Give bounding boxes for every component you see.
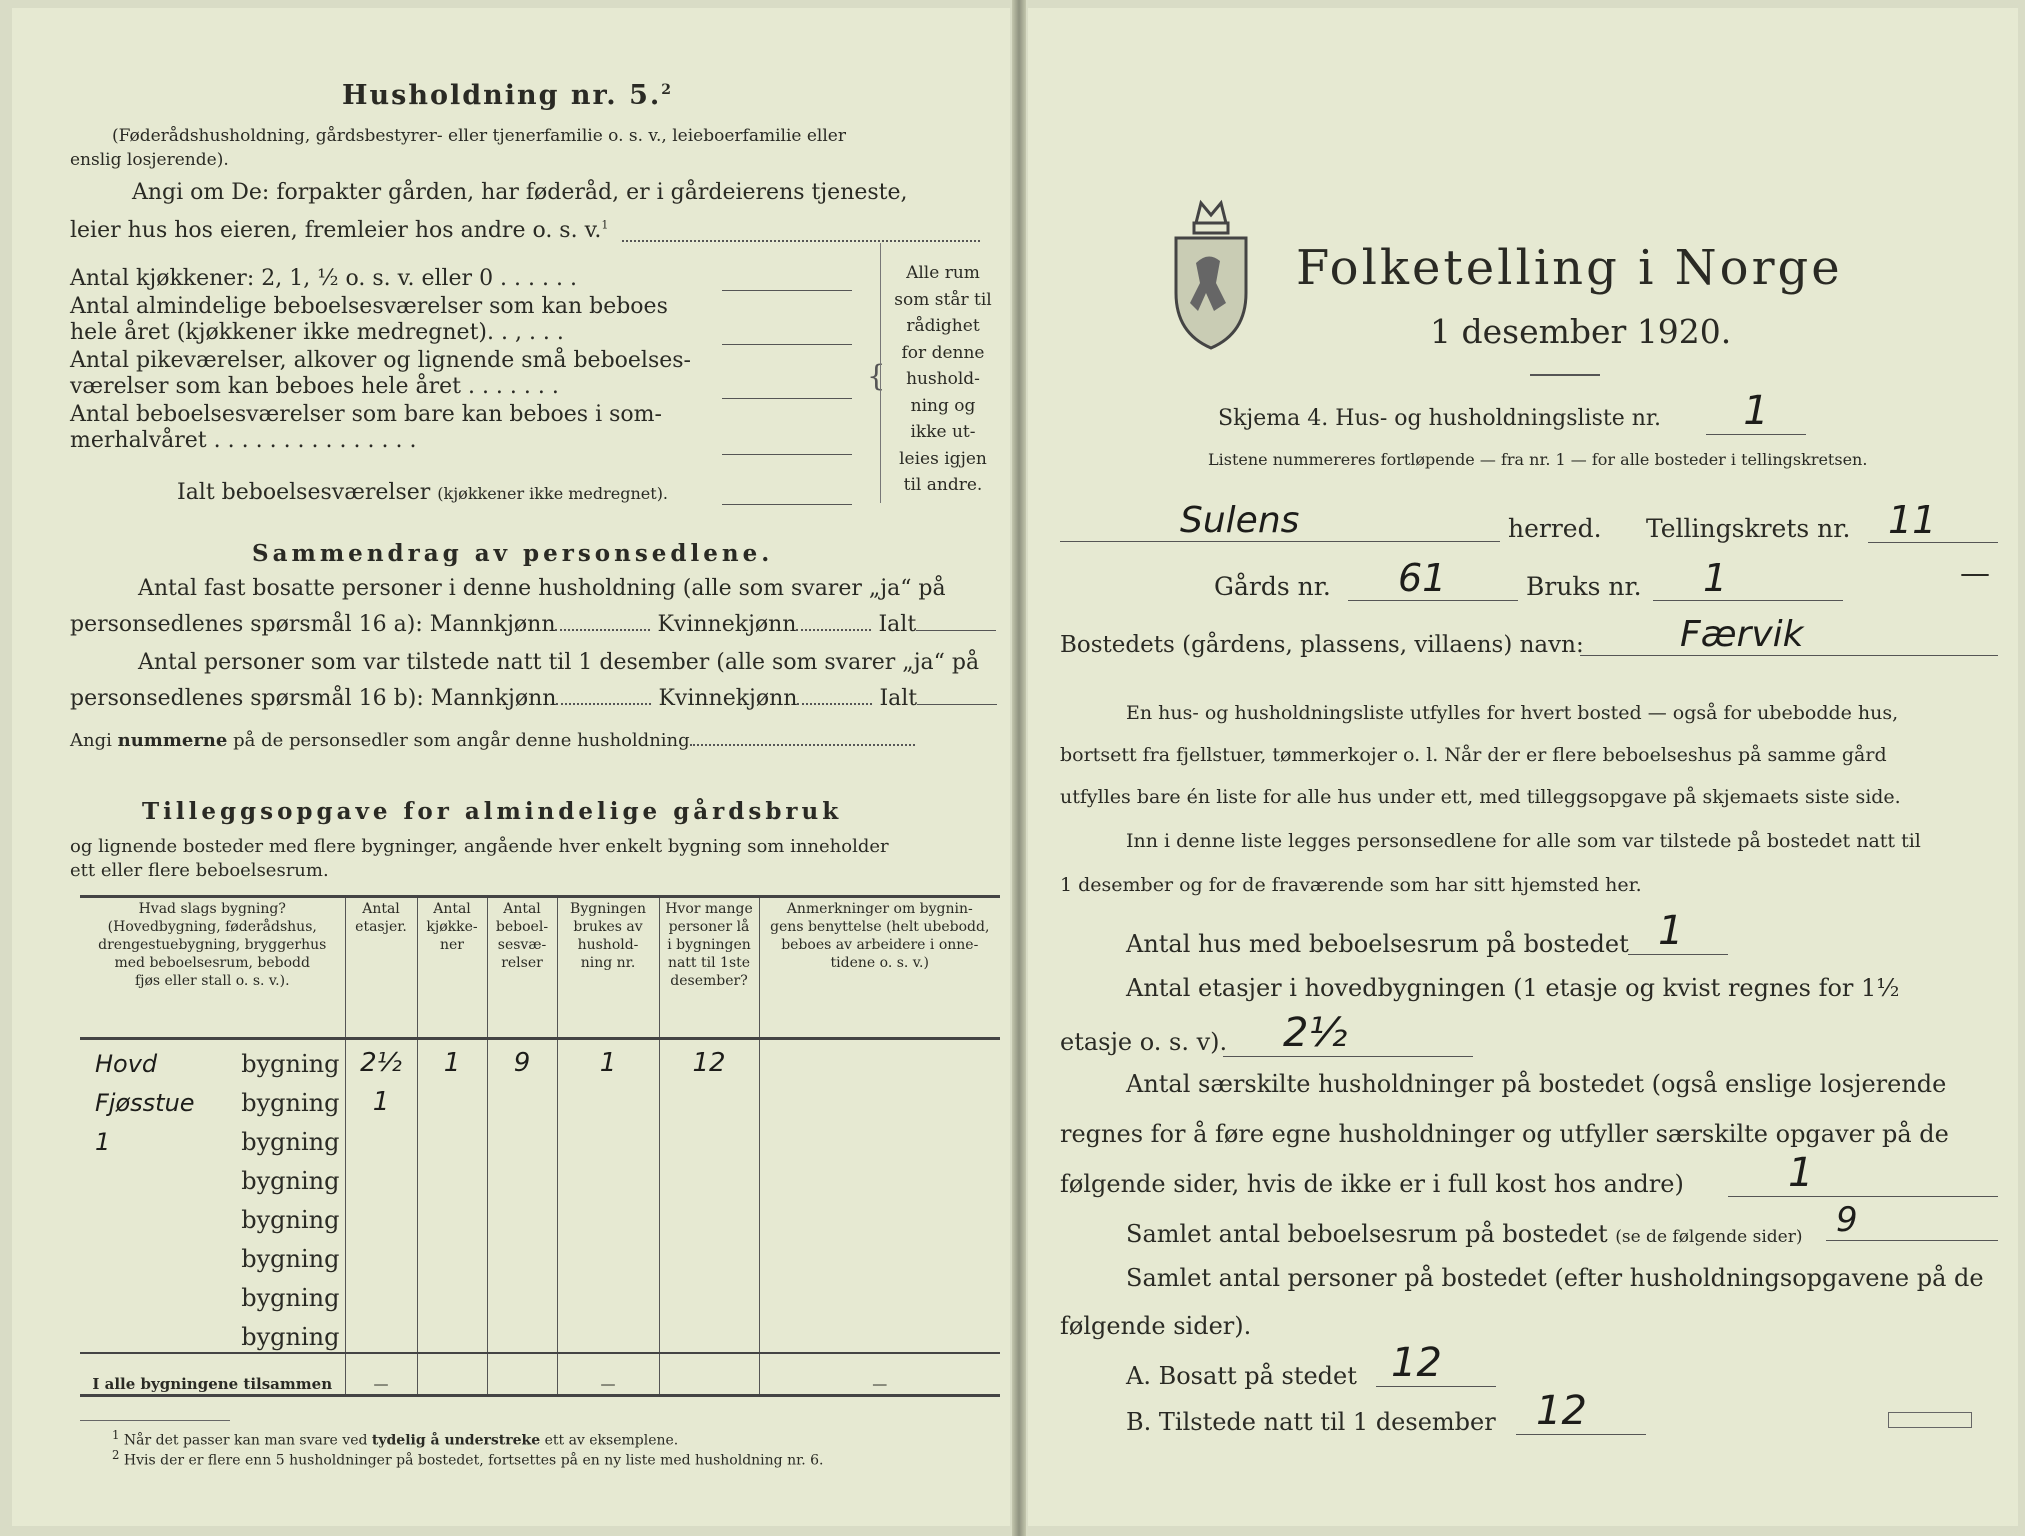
total-cell[interactable]: [417, 1353, 487, 1396]
hus-field[interactable]: 1: [1628, 908, 1728, 955]
cell-kjokken[interactable]: [417, 1157, 487, 1196]
bostedets-label: Bostedets (gårdens, plassens, villaens) navn:: [1060, 632, 1584, 658]
building-type-value: Hovd: [95, 1050, 158, 1078]
instruction-5: 1 desember og for de fraværende som har sitt hjemsted her.: [1060, 874, 1642, 896]
bygning-label: bygning: [241, 1128, 340, 1156]
table-row: [80, 1274, 1000, 1313]
column-header: Antal beboel- sesvæ- relser: [487, 897, 557, 1039]
angi-nummerne: Angi nummerne på de personsedler som angår denne husholdning: [70, 730, 915, 751]
household-title: Husholdning nr. 5.$^2$: [342, 80, 674, 111]
cell-anm[interactable]: [759, 1039, 1000, 1080]
q-pikevaerelser-2: værelser som kan beboes hele året . . . . . . .: [70, 374, 559, 399]
instruction-4: Inn i denne liste legges personsedlene for alle som var tilstede på bostedet natt til: [1126, 830, 1921, 852]
tilstede-label: B. Tilstede natt til 1 desember: [1126, 1408, 1496, 1436]
cell-kjokken[interactable]: [417, 1235, 487, 1274]
sum-tilstede-row: personsedlenes spørsmål 16 b): Mannkjønn Kvinnekjønn Ialt: [70, 686, 997, 711]
tillegg-text: og lignende bosteder med flere bygninger, angående hver enkelt bygning som inneholder: [70, 836, 889, 857]
gards-label: Gårds nr.: [1214, 572, 1331, 601]
cell-kjokken[interactable]: 1: [417, 1039, 487, 1080]
q-rom: Antal almindelige beboelsesværelser som kan beboes: [70, 294, 668, 319]
cell-hush[interactable]: [557, 1313, 659, 1353]
cell-pers[interactable]: [659, 1196, 759, 1235]
samlet-rom-field[interactable]: 9: [1826, 1200, 1998, 1241]
building-type-value: 1: [95, 1128, 111, 1156]
sum-fast-row: personsedlenes spørsmål 16 a): Mannkjønn Kvinnekjønn Ialt: [70, 612, 996, 637]
cell-rom[interactable]: [487, 1079, 557, 1118]
household-subtitle: (Føderådshusholdning, gårdsbestyrer- eller tjenerfamilie o. s. v., leieboerfamilie eller: [112, 126, 846, 146]
column-header: Anmerkninger om bygnin- gens benyttelse (helt ubebodd, beboes av arbeidere i onne- tidene o. s. v.): [759, 897, 1000, 1039]
sammendrag-heading: Sammendrag av personsedlene.: [252, 540, 774, 567]
skjema-label: Skjema 4. Hus- og husholdningsliste nr.: [1218, 406, 1661, 431]
q-kjokkener: Antal kjøkkener: 2, 1, ½ o. s. v. eller 0 . . . . . .: [70, 266, 577, 291]
cell-pers[interactable]: [659, 1079, 759, 1118]
cell-hush[interactable]: [557, 1157, 659, 1196]
note-line: til andre.: [903, 475, 983, 495]
cell-etasjer[interactable]: [345, 1118, 417, 1157]
cell-pers[interactable]: [659, 1274, 759, 1313]
bruks-field[interactable]: 1: [1653, 556, 1843, 601]
title-rule: [1530, 374, 1600, 376]
note-line: leies igjen: [899, 448, 987, 469]
note-line: ikke ut-: [910, 422, 976, 442]
total-cell[interactable]: —: [557, 1353, 659, 1396]
cell-rom[interactable]: [487, 1274, 557, 1313]
bygning-label: bygning: [241, 1284, 340, 1312]
note-column: [888, 260, 998, 499]
bosted-field[interactable]: Færvik: [1580, 614, 1998, 656]
note-line: rådighet: [906, 316, 980, 336]
building-type-cell[interactable]: [80, 1274, 345, 1313]
samlet-rom-label: Samlet antal beboelsesrum på bostedet (se de følgende sider): [1126, 1220, 1803, 1248]
husholdninger-field[interactable]: 1: [1728, 1150, 1998, 1197]
cell-etasjer[interactable]: 2½: [345, 1039, 417, 1080]
bosatt-label: A. Bosatt på stedet: [1126, 1362, 1357, 1390]
cell-hush[interactable]: [557, 1196, 659, 1235]
building-table: [80, 895, 1000, 1397]
instruction-3: utfylles bare én liste for alle hus under ett, med tilleggsopgave på skjemaets siste side.: [1060, 786, 1901, 808]
answer-pike[interactable]: [722, 398, 852, 399]
column-header: Hvad slags bygning? (Hovedbygning, føderådshus, drengestuebygning, bryggerhus med beboelsesrum, bebodd fjøs eller stall o. s. v.).: [98, 901, 327, 989]
cell-kjokken[interactable]: [417, 1196, 487, 1235]
column-header: Bygningen brukes av hushold- ning nr.: [557, 897, 659, 1039]
cell-anm[interactable]: [759, 1118, 1000, 1157]
cell-kjokken[interactable]: [417, 1274, 487, 1313]
etasjer-field[interactable]: 2½: [1223, 1010, 1473, 1057]
cell-pers[interactable]: 12: [659, 1039, 759, 1080]
tillegg-heading: Tilleggsopgave for almindelige gårdsbruk: [142, 798, 843, 825]
samlet-personer-label: Samlet antal personer på bostedet (efter husholdningsopgavene på de: [1126, 1264, 1984, 1292]
note-line: hushold-: [906, 369, 980, 389]
angi-text: Angi om De: forpakter gården, har føderåd, er i gårdeierens tjeneste,: [132, 180, 908, 205]
brace: {: [867, 359, 886, 393]
census-date: 1 desember 1920.: [1430, 312, 1732, 351]
gards-field[interactable]: 61: [1348, 556, 1518, 601]
instruction-2: bortsett fra fjellstuer, tømmerkojer o. l. Når der er flere beboelseshus på samme gård: [1060, 744, 1887, 766]
bygning-label: bygning: [241, 1206, 340, 1234]
building-type-cell[interactable]: [80, 1118, 345, 1157]
total-label: I alle bygningene tilsammen: [80, 1353, 345, 1396]
building-type-cell[interactable]: [80, 1313, 345, 1353]
tillegg-text-2: ett eller flere beboelsesrum.: [70, 860, 329, 881]
husholdninger-label-3: følgende sider, hvis de ikke er i full kost hos andre): [1060, 1170, 1684, 1198]
bygning-label: bygning: [241, 1167, 340, 1195]
q-sommer-2: merhalvåret . . . . . . . . . . . . . . .: [70, 428, 417, 453]
hus-label: Antal hus med beboelsesrum på bostedet: [1126, 930, 1629, 958]
cell-pers[interactable]: [659, 1157, 759, 1196]
cell-anm[interactable]: [759, 1235, 1000, 1274]
column-header: Hvor mange personer lå i bygningen natt til 1ste desember?: [659, 897, 759, 1039]
tellingskrets-field[interactable]: 11: [1868, 498, 1998, 543]
answer-ialt[interactable]: [722, 504, 852, 505]
cell-hush[interactable]: [557, 1118, 659, 1157]
total-row: [80, 1353, 1000, 1396]
footnote-1: $^1$ Når det passer kan man svare ved tydelig å understreke ett av eksemplene.: [112, 1428, 679, 1449]
printer-stamp: [1888, 1412, 1972, 1428]
sum-text: Antal fast bosatte personer i denne husholdning (alle som svarer „ja“ på: [138, 576, 946, 601]
cell-anm[interactable]: [759, 1313, 1000, 1353]
bygning-label: bygning: [241, 1323, 340, 1351]
total-cell[interactable]: [487, 1353, 557, 1396]
listene-note: Listene nummereres fortløpende — fra nr. 1 — for alle bosteder i tellingskretsen.: [1208, 450, 1868, 469]
bruks-label: Bruks nr.: [1526, 572, 1642, 601]
column-header: Antal kjøkke- ner: [417, 897, 487, 1039]
cell-pers[interactable]: [659, 1235, 759, 1274]
table-row: [80, 1196, 1000, 1235]
sum-tilstede-text: Antal personer som var tilstede natt til 1 desember (alle som svarer „ja“ på: [138, 650, 980, 675]
q-rom-2: hele året (kjøkkener ikke medregnet). . , . . .: [70, 320, 564, 345]
main-title: Folketelling i Norge: [1296, 240, 1843, 296]
cell-hush[interactable]: 1: [557, 1039, 659, 1080]
cell-anm[interactable]: [759, 1196, 1000, 1235]
angi-text-2: leier hus hos eieren, fremleier hos andre o. s. v.$^1$: [70, 218, 609, 243]
answer-sommer[interactable]: [722, 454, 852, 455]
etasjer-label: Antal etasjer i hovedbygningen (1 etasje og kvist regnes for 1½: [1126, 974, 1900, 1002]
table-row: [80, 1039, 1000, 1080]
table-row: [80, 1157, 1000, 1196]
cell-etasjer[interactable]: 1: [345, 1079, 417, 1118]
cell-etasjer[interactable]: [345, 1274, 417, 1313]
answer-rom[interactable]: [722, 344, 852, 345]
cell-pers[interactable]: [659, 1118, 759, 1157]
bosatt-field[interactable]: 12: [1376, 1340, 1496, 1387]
cell-anm[interactable]: [759, 1157, 1000, 1196]
book-spine: [1012, 0, 1026, 1536]
table-header-row: [80, 897, 1000, 1039]
cell-hush[interactable]: [557, 1079, 659, 1118]
table-row: [80, 1235, 1000, 1274]
q-ialt: Ialt beboelsesværelser (kjøkkener ikke medregnet).: [177, 480, 669, 505]
building-type-cell[interactable]: [80, 1235, 345, 1274]
building-type-cell[interactable]: [80, 1196, 345, 1235]
brace-line: [880, 243, 881, 503]
column-header: Antal etasjer.: [345, 897, 417, 1039]
table-row: [80, 1079, 1000, 1118]
cell-kjokken[interactable]: [417, 1118, 487, 1157]
building-type-cell[interactable]: [80, 1039, 345, 1080]
cell-etasjer[interactable]: [345, 1196, 417, 1235]
etasjer-label-2: etasje o. s. v).: [1060, 1028, 1228, 1056]
note-line: ning og: [910, 395, 976, 416]
footnote-rule: [80, 1420, 230, 1421]
instruction-1: En hus- og husholdningsliste utfylles for hvert bosted — også for ubebodde hus,: [1126, 702, 1899, 724]
note-line: for denne: [901, 342, 985, 363]
answer-kjokkener[interactable]: [722, 290, 852, 291]
left-page: [12, 8, 1010, 1526]
cell-rom[interactable]: [487, 1157, 557, 1196]
angi-answer-line[interactable]: [622, 240, 980, 242]
cell-rom[interactable]: 9: [487, 1039, 557, 1080]
note-line: Alle rum: [906, 263, 980, 283]
liste-nr-field[interactable]: 1: [1706, 388, 1806, 435]
cell-rom[interactable]: [487, 1196, 557, 1235]
cell-hush[interactable]: [557, 1235, 659, 1274]
husholdninger-label: Antal særskilte husholdninger på bostedet (også enslige losjerende: [1126, 1070, 1947, 1098]
table-row: [80, 1118, 1000, 1157]
herred-field[interactable]: Sulens: [1060, 500, 1500, 542]
cell-anm[interactable]: [759, 1274, 1000, 1313]
cell-pers[interactable]: [659, 1313, 759, 1353]
stray-dash: —: [1960, 556, 1990, 591]
samlet-personer-label-2: følgende sider).: [1060, 1312, 1252, 1340]
bygning-label: bygning: [241, 1050, 340, 1078]
cell-rom[interactable]: [487, 1313, 557, 1353]
bygning-label: bygning: [241, 1245, 340, 1273]
household-subtitle-2: enslig losjerende).: [70, 150, 229, 170]
building-type-cell[interactable]: [80, 1157, 345, 1196]
cell-rom[interactable]: [487, 1118, 557, 1157]
cell-anm[interactable]: [759, 1079, 1000, 1118]
cell-etasjer[interactable]: [345, 1157, 417, 1196]
cell-kjokken[interactable]: [417, 1079, 487, 1118]
herred-label: herred.: [1508, 514, 1602, 543]
tellingskrets-label: Tellingskrets nr.: [1646, 514, 1851, 543]
coat-of-arms-icon: [1168, 193, 1254, 353]
total-cell[interactable]: —: [345, 1353, 417, 1396]
cell-etasjer[interactable]: [345, 1313, 417, 1353]
note-line: som står til: [894, 289, 992, 310]
q-pikevaerelser: Antal pikeværelser, alkover og lignende små beboelses-: [70, 348, 691, 373]
bygning-label: bygning: [241, 1089, 340, 1117]
right-page: [1028, 8, 2018, 1526]
q-sommer: Antal beboelsesværelser som bare kan beboes i som-: [70, 402, 662, 427]
tilstede-field[interactable]: 12: [1516, 1388, 1646, 1435]
cell-hush[interactable]: [557, 1274, 659, 1313]
total-cell[interactable]: —: [759, 1353, 1000, 1396]
footnote-2: $^2$ Hvis der er flere enn 5 husholdninger på bostedet, fortsettes på en ny liste med husholdning nr. 6.: [112, 1448, 824, 1469]
building-type-cell[interactable]: [80, 1079, 345, 1118]
cell-rom[interactable]: [487, 1235, 557, 1274]
total-cell[interactable]: [659, 1353, 759, 1396]
table-row: [80, 1313, 1000, 1353]
building-type-value: Fjøsstue: [95, 1089, 195, 1117]
husholdninger-label-2: regnes for å føre egne husholdninger og utfyller særskilte opgaver på de: [1060, 1120, 1949, 1148]
cell-kjokken[interactable]: [417, 1313, 487, 1353]
cell-etasjer[interactable]: [345, 1235, 417, 1274]
